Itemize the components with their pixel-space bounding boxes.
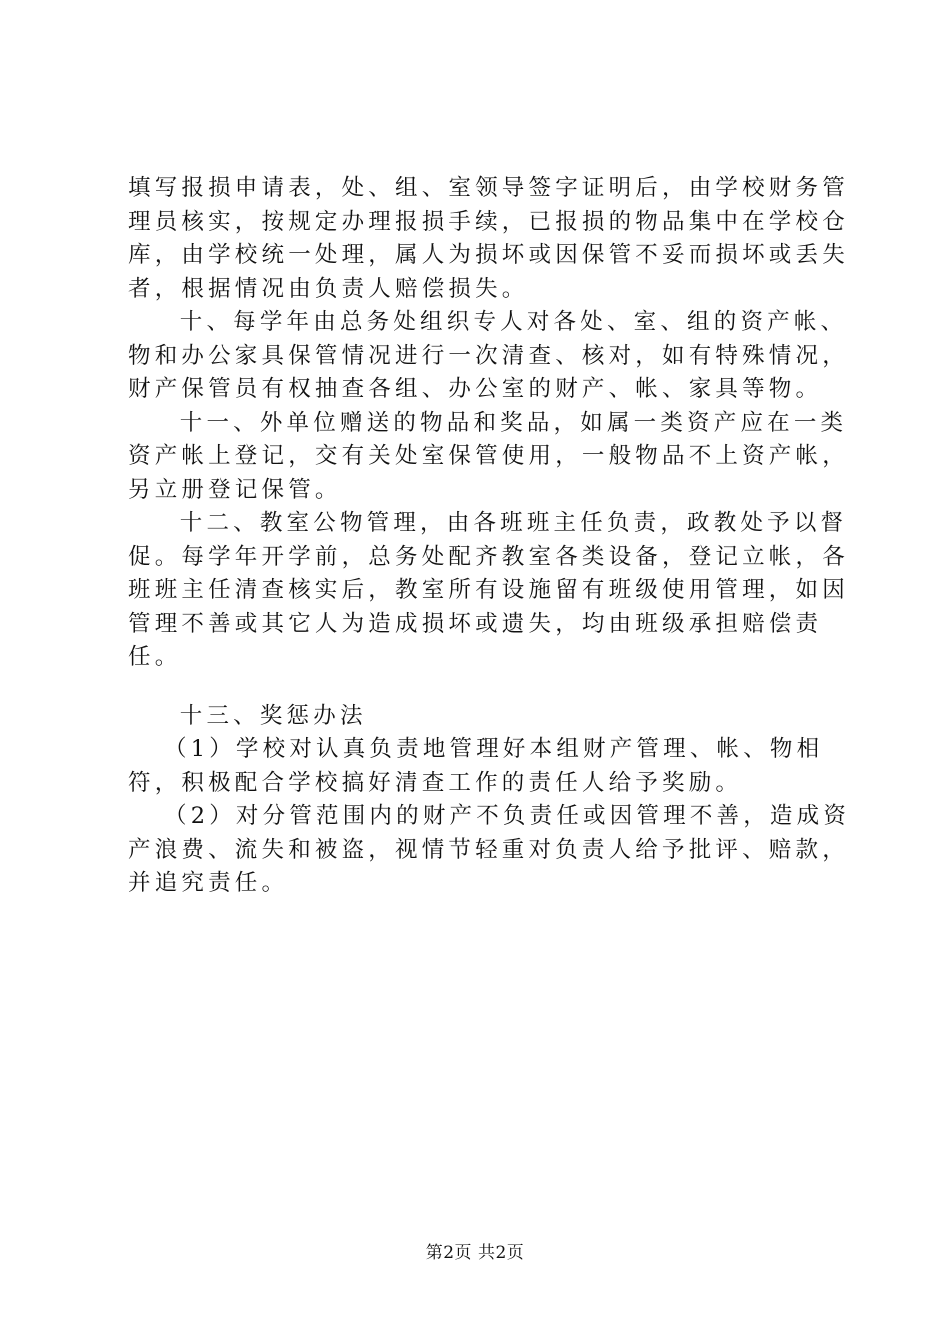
paragraph-article-12: 十二、教室公物管理，由各班班主任负责，政教处予以督促。每学年开学前，总务处配齐教室各类设备，登记立帐，各班班主任清查核实后，教室所有设施留有班级使用管理，如因管理不善或其它人为造成损坏或遗失，均由班级承担赔偿责任。 — [128, 510, 849, 670]
paragraph-article-10: 十、每学年由总务处组织专人对各处、室、组的资产帐、物和办公家具保管情况进行一次清查、核对，如有特殊情况，财产保管员有权抽查各组、办公室的财产、帐、家具等物。 — [128, 309, 849, 402]
paragraph-item-2: （2）对分管范围内的财产不负责任或因管理不善，造成资产浪费、流失和被盗，视情节轻重对负责人给予批评、赔款，并追究责任。 — [128, 803, 851, 896]
paragraph-article-11: 十一、外单位赠送的物品和奖品，如属一类资产应在一类资产帐上登记，交有关处室保管使用，一般物品不上资产帐，另立册登记保管。 — [128, 409, 849, 503]
document-body — [128, 172, 858, 901]
page-footer — [0, 1238, 950, 1263]
section-heading-rewards-penalties: 十三、奖惩办法 — [179, 702, 367, 729]
paragraph-item-1: （1）学校对认真负责地管理好本组财产管理、帐、物相符，积极配合学校搞好清查工作的责任人给予奖励。 — [128, 736, 824, 796]
paragraph-continuation: 填写报损申请表，处、组、室领导签字证明后，由学校财务管理员核实，按规定办理报损手续，已报损的物品集中在学校仓库，由学校统一处理，属人为损坏或因保管不妥而损坏或丢失者，根据情况由负责人赔偿损失。 — [128, 175, 849, 302]
page-number-label: 第2页 共2页 — [425, 1243, 525, 1263]
